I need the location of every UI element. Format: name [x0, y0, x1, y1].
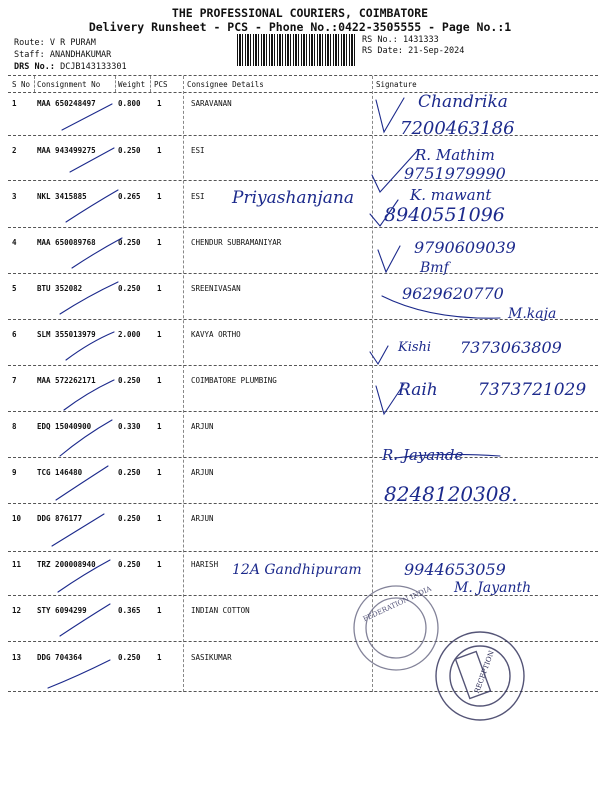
row-consignment: DDG 704364	[37, 653, 83, 662]
handwritten-phone: 9751979990	[404, 164, 506, 183]
pen-stroke	[70, 148, 114, 172]
handwritten-name: R. Mathim	[415, 146, 495, 164]
row-weight: 0.250	[118, 284, 141, 293]
row-consignment: BTU 352082	[37, 284, 83, 293]
handwritten-phone: 9790609039	[414, 238, 516, 257]
row-consignee: KAVYA ORTHO	[191, 330, 241, 339]
handwritten-name: Priyashanjana	[232, 188, 354, 208]
row-consignee: HARISH	[191, 560, 219, 569]
row-consignee: ESI	[191, 192, 205, 201]
staff-value: ANANDHAKUMAR	[49, 50, 112, 60]
row-pcs: 1	[157, 376, 162, 385]
row-consignee: ESI	[191, 146, 205, 155]
pen-stroke	[48, 660, 110, 688]
row-pcs: 1	[157, 514, 162, 523]
handwritten-phone: 9944653059	[404, 560, 506, 579]
handwritten-name: Kishi	[398, 340, 432, 355]
col-consignment: Consignment No	[37, 80, 101, 89]
row-weight: 0.250	[118, 514, 141, 523]
row-consignee: ARJUN	[191, 422, 214, 431]
handwritten-phone: 8940551096	[384, 204, 505, 226]
row-sno: 11	[12, 560, 22, 569]
pen-stroke	[58, 560, 110, 592]
row-weight: 0.250	[118, 653, 141, 662]
row-sno: 12	[12, 606, 22, 615]
col-weight: Weight	[118, 80, 146, 89]
row-consignee: ARJUN	[191, 468, 214, 477]
row-consignment: STY 6094299	[37, 606, 87, 615]
row-weight: 2.000	[118, 330, 141, 339]
stamp-text: FEDERATION INDIA	[361, 584, 433, 624]
tick-mark	[370, 346, 388, 364]
row-pcs: 1	[157, 99, 162, 108]
row-consignment: TCG 146480	[37, 468, 83, 477]
drs-label: DRS No.:	[14, 62, 55, 72]
pen-stroke	[60, 604, 110, 636]
row-sno: 3	[12, 192, 17, 201]
rs-no-value: 1431333	[402, 35, 439, 45]
row-sno: 4	[12, 238, 17, 247]
row-sno: 8	[12, 422, 17, 431]
row-pcs: 1	[157, 606, 162, 615]
row-consignment: MAA 650089768	[37, 238, 96, 247]
handwritten-address: 12A Gandhipuram	[232, 562, 362, 578]
row-sno: 7	[12, 376, 17, 385]
row-weight: 0.250	[118, 146, 141, 155]
handwritten-signature: Raih	[398, 380, 438, 400]
pen-stroke	[60, 282, 118, 314]
staff-label: Staff:	[14, 50, 45, 60]
row-sno: 2	[12, 146, 17, 155]
handwritten-phone: 9629620770	[402, 284, 504, 303]
rs-date-label: RS Date:	[362, 46, 403, 56]
pen-stroke	[66, 332, 114, 360]
tick-mark	[378, 246, 400, 272]
row-pcs: 1	[157, 560, 162, 569]
row-pcs: 1	[157, 238, 162, 247]
handwritten-signature: M.kaja	[508, 306, 557, 322]
row-sno: 9	[12, 468, 17, 477]
row-consignment: TRZ 200008940	[37, 560, 96, 569]
federation-stamp	[354, 586, 438, 670]
handwritten-name: Chandrika	[418, 92, 508, 112]
col-pcs: PCS	[154, 80, 168, 89]
row-weight: 0.250	[118, 468, 141, 477]
row-weight: 0.250	[118, 376, 141, 385]
row-pcs: 1	[157, 284, 162, 293]
row-pcs: 1	[157, 146, 162, 155]
row-consignment: SLM 355013979	[37, 330, 96, 339]
col-consignee: Consignee Details	[187, 80, 264, 89]
row-pcs: 1	[157, 422, 162, 431]
pen-stroke	[52, 514, 104, 546]
handwritten-phone: 8248120308.	[384, 482, 518, 506]
rs-no-label: RS No.:	[362, 35, 398, 45]
row-consignee: CHENDUR SUBRAMANIYAR	[191, 238, 282, 247]
pen-stroke	[62, 104, 112, 130]
row-weight: 0.250	[118, 560, 141, 569]
handwritten-signature: K. mawant	[410, 186, 492, 204]
row-weight: 0.330	[118, 422, 141, 431]
row-sno: 6	[12, 330, 17, 339]
row-consignment: NKL 3415885	[37, 192, 87, 201]
handwritten-signature: R. Jayande	[382, 446, 464, 464]
pen-stroke	[56, 466, 108, 500]
row-pcs: 1	[157, 468, 162, 477]
row-consignment: EDQ 15040900	[37, 422, 92, 431]
col-sno: S No	[12, 80, 31, 89]
row-consignment: MAA 572262171	[37, 376, 96, 385]
rs-date-value: 21-Sep-2024	[408, 46, 465, 56]
row-pcs: 1	[157, 653, 162, 662]
stamp-text: RECEPTION	[472, 649, 496, 695]
route-value: V R PURAM	[49, 38, 96, 48]
row-consignee: SREENIVASAN	[191, 284, 241, 293]
row-weight: 0.265	[118, 192, 141, 201]
col-signature: Signature	[376, 80, 417, 89]
drs-value: DCJB143133301	[60, 62, 127, 72]
row-consignee: INDIAN COTTON	[191, 606, 250, 615]
row-pcs: 1	[157, 192, 162, 201]
row-sno: 13	[12, 653, 22, 662]
handwritten-phone: 7200463186	[400, 118, 515, 139]
route-label: Route:	[14, 38, 45, 48]
pen-stroke	[60, 420, 112, 456]
runsheet-subtitle: Delivery Runsheet - PCS - Phone No.:0422-3505555 - Page No.:1	[88, 20, 512, 34]
pen-stroke	[72, 238, 122, 268]
row-sno: 5	[12, 284, 17, 293]
company-title: THE PROFESSIONAL COURIERS, COIMBATORE	[171, 6, 429, 20]
row-consignment: MAA 943499275	[37, 146, 96, 155]
pen-stroke	[66, 190, 118, 222]
row-consignee: SARAVANAN	[191, 99, 232, 108]
pen-stroke	[64, 380, 114, 410]
row-sno: 10	[12, 514, 22, 523]
row-sno: 1	[12, 99, 17, 108]
row-pcs: 1	[157, 330, 162, 339]
row-consignee: SASIKUMAR	[191, 653, 232, 662]
row-weight: 0.800	[118, 99, 141, 108]
handwritten-signature: M. Jayanth	[454, 580, 532, 596]
handwritten-phone: 7373721029	[478, 380, 587, 400]
row-consignment: DDG 876177	[37, 514, 83, 523]
row-consignment: MAA 650248497	[37, 99, 96, 108]
row-consignee: ARJUN	[191, 514, 214, 523]
row-weight: 0.365	[118, 606, 141, 615]
handwritten-signature: Bmf	[420, 260, 449, 276]
row-consignee: COIMBATORE PLUMBING	[191, 376, 277, 385]
handwritten-phone: 7373063809	[460, 338, 562, 357]
row-weight: 0.250	[118, 238, 141, 247]
